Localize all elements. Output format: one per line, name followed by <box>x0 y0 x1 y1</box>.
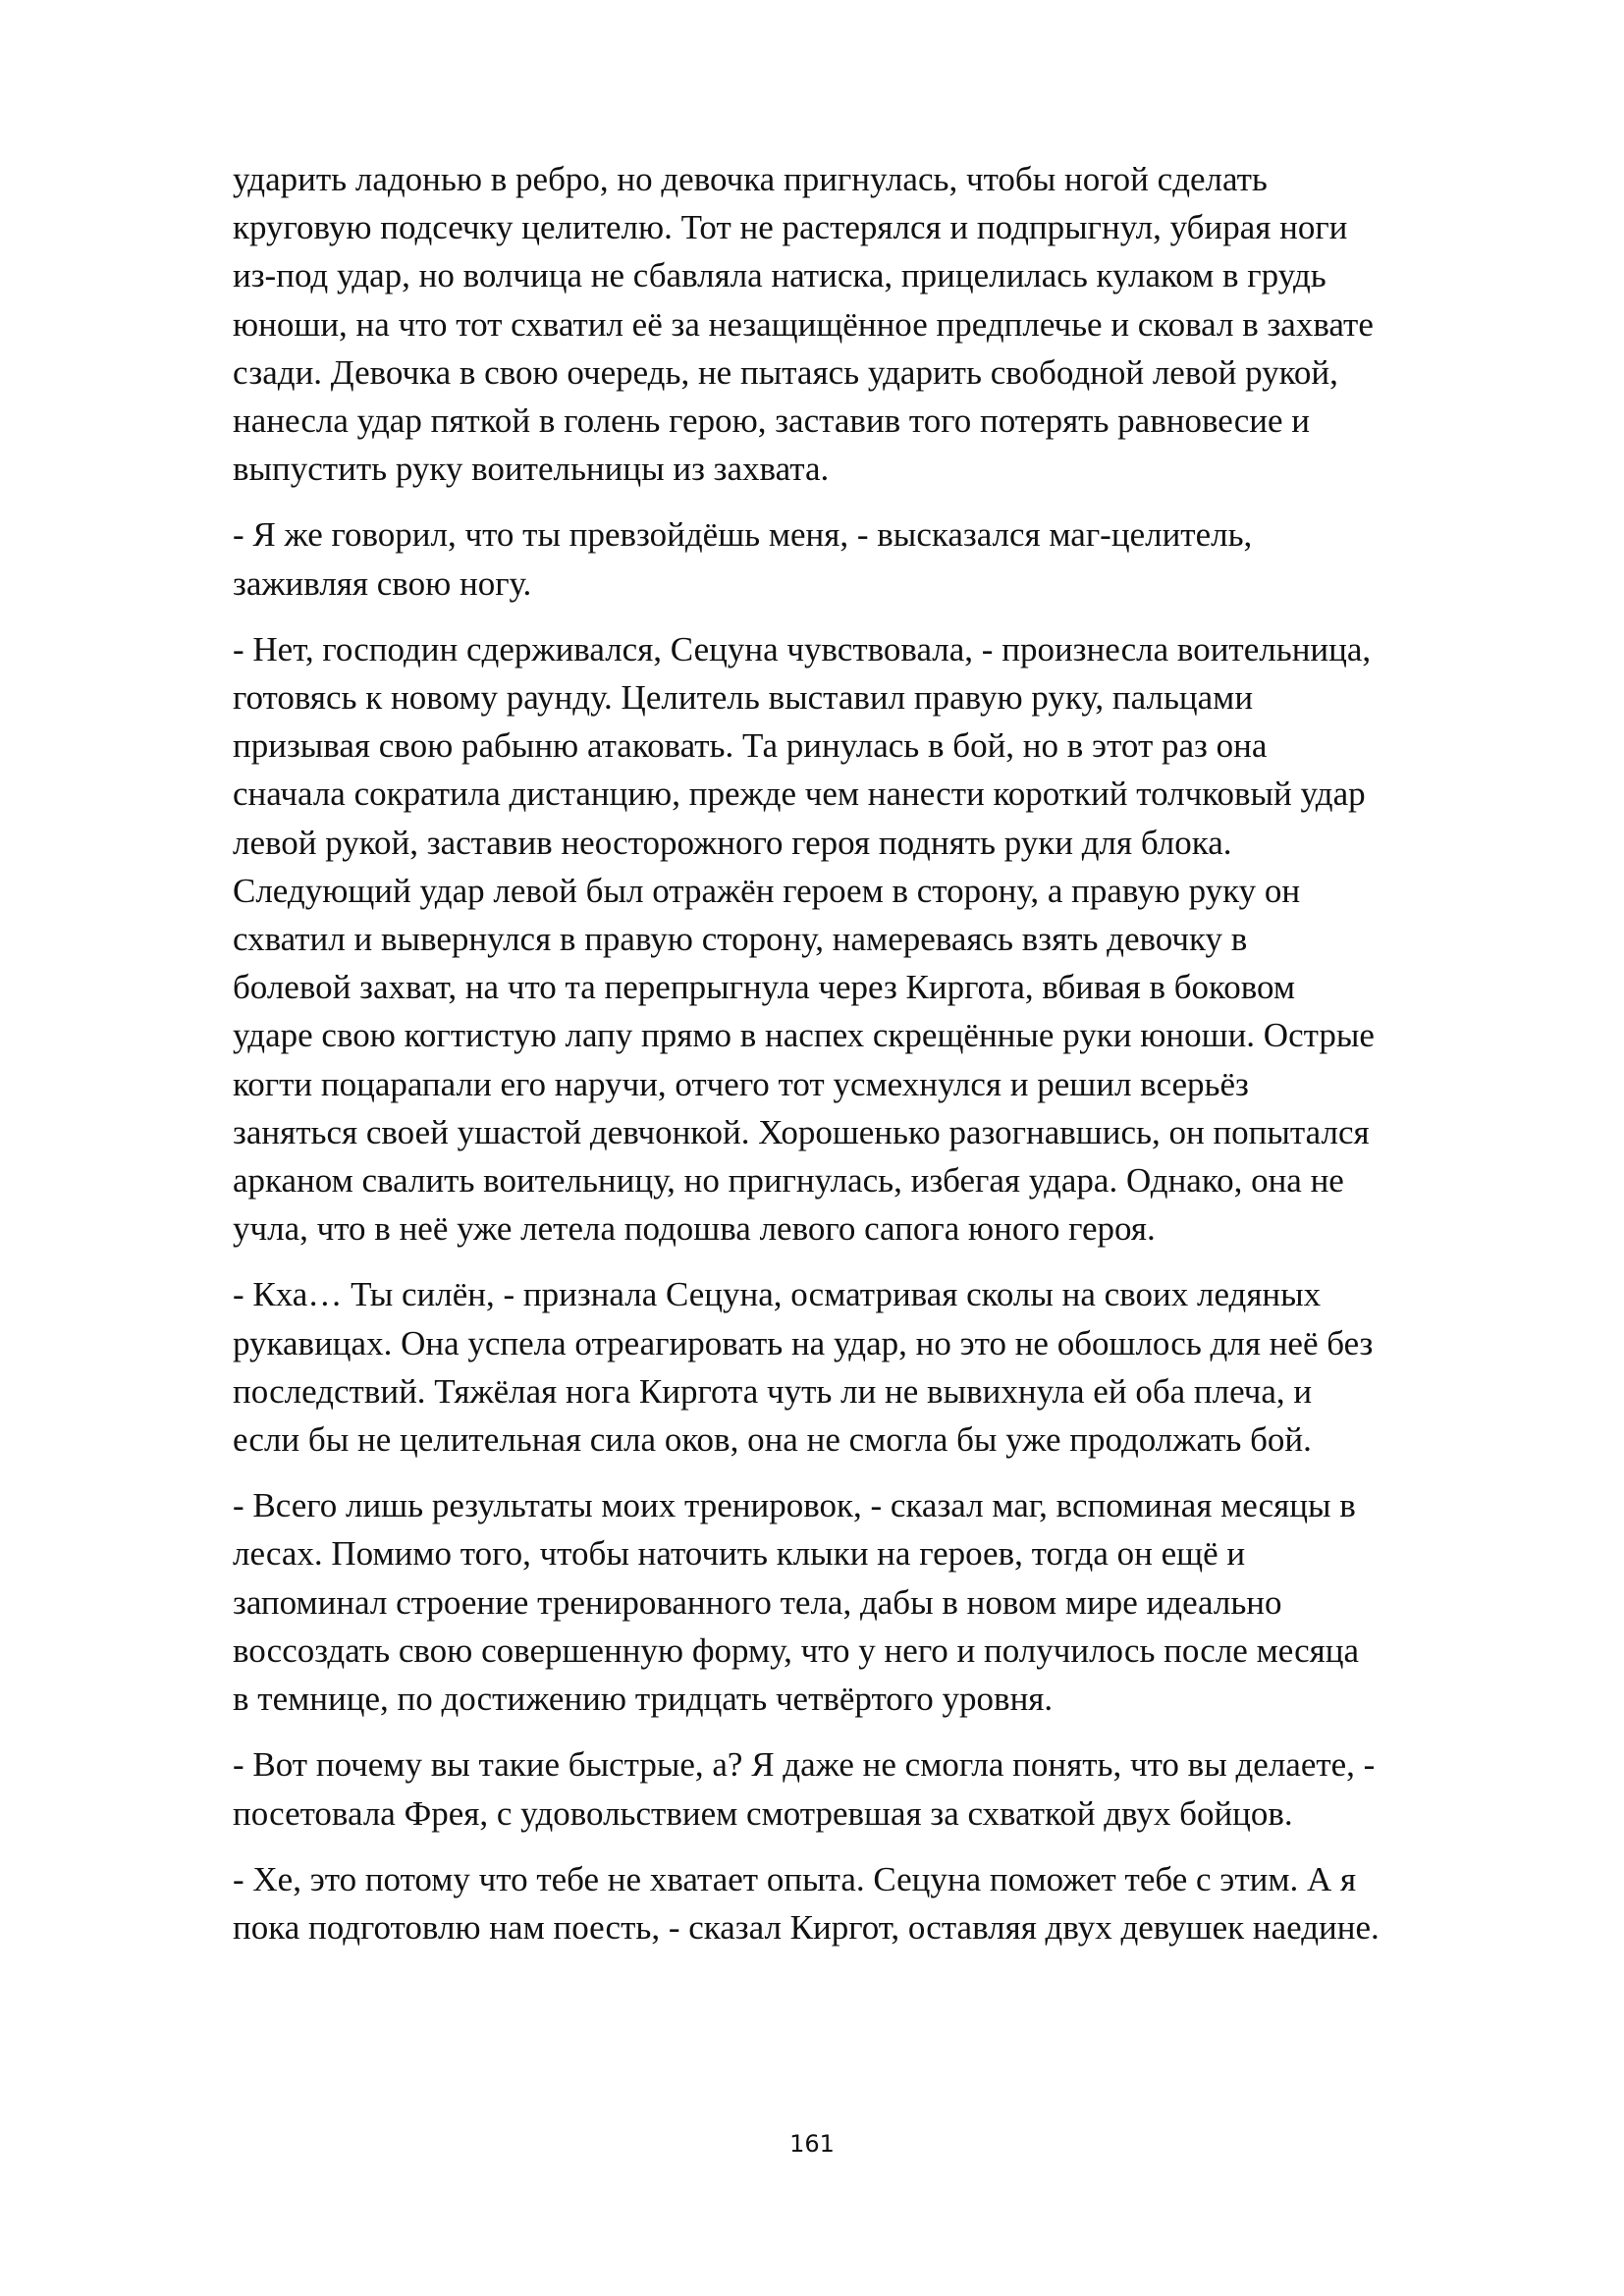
text-line: - Я же говорил, что ты превзойдёшь меня, - высказался маг-целитель, <box>233 515 1253 555</box>
text-line: левой рукой, заставив неосторожного героя поднять руки для блока. <box>233 823 1232 862</box>
text-line: юноши, на что тот схватил её за незащищённое предплечье и сковал в захвате <box>233 304 1374 344</box>
text-line: призывая свою рабыню атаковать. Та ринулась в бой, но в этот раз она <box>233 726 1268 766</box>
text-line: - Кха… Ты силён, - признала Сецуна, осматривая сколы на своих ледяных <box>233 1275 1322 1314</box>
paragraph <box>233 155 1548 493</box>
text-line: пока подготовлю нам поесть, - сказал Киргот, оставляя двух девушек наедине. <box>233 1907 1380 1947</box>
text-line: готовясь к новому раунду. Целитель выставил правую руку, пальцами <box>233 678 1254 718</box>
text-line: выпустить руку воительницы из захвата. <box>233 450 830 489</box>
text-line: сначала сократила дистанцию, прежде чем нанести короткий толчковый удар <box>233 774 1366 814</box>
text-line: ударе свою когтистую лапу прямо в наспех скрещённые руки юноши. Острые <box>233 1016 1375 1055</box>
paragraph <box>233 510 1548 607</box>
paragraph <box>233 1481 1548 1723</box>
text-line: последствий. Тяжёлая нога Киргота чуть ли не вывихнула ей оба плеча, и <box>233 1371 1313 1411</box>
paragraph <box>233 1270 1548 1464</box>
text-line: круговую подсечку целителю. Тот не растерялся и подпрыгнул, убирая ноги <box>233 208 1348 247</box>
text-line: рукавицах. Она успела отреагировать на удар, но это не обошлось для неё без <box>233 1323 1374 1362</box>
paragraph <box>233 1740 1548 1837</box>
text-line: лесах. Помимо того, чтобы наточить клыки на героев, тогда он ещё и <box>233 1534 1246 1574</box>
text-line: из-под удар, но волчица не сбавляла натиска, прицелилась кулаком в грудь <box>233 256 1326 295</box>
text-line: если бы не целительная сила оков, она не смогла бы уже продолжать бой. <box>233 1420 1312 1460</box>
text-line: - Всего лишь результаты моих тренировок, - сказал маг, вспоминая месяцы в <box>233 1486 1356 1525</box>
text-line: ударить ладонью в ребро, но девочка пригнулась, чтобы ногой сделать <box>233 160 1268 198</box>
text-line: запоминал строение тренированного тела, дабы в новом мире идеально <box>233 1582 1282 1622</box>
text-line: посетовала Фрея, с удовольствием смотревшая за схваткой двух бойцов. <box>233 1793 1293 1833</box>
text-line: учла, что в неё уже летела подошва левого сапога юного героя. <box>233 1209 1156 1249</box>
text-line: в темнице, по достижению тридцать четвёртого уровня. <box>233 1680 1054 1719</box>
text-line: когти поцарапали его наручи, отчего тот усмехнулся и решил всерьёз <box>233 1064 1249 1103</box>
text-line: заняться своей ушастой девчонкой. Хорошенько разогнавшись, он попытался <box>233 1112 1370 1151</box>
body-text <box>233 155 1548 1969</box>
text-line: болевой захват, на что та перепрыгнула через Киргота, вбивая в боковом <box>233 968 1296 1007</box>
page-number: 161 <box>789 2130 835 2158</box>
text-line: воссоздать свою совершенную форму, что у него и получилось после месяца <box>233 1630 1360 1670</box>
paragraph <box>233 1855 1548 1951</box>
text-line: заживляя свою ногу. <box>233 563 532 603</box>
text-line: - Хе, это потому что тебе не хватает опыта. Сецуна поможет тебе с этим. А я <box>233 1859 1357 1898</box>
text-line: схватил и вывернулся в правую сторону, намереваясь взять девочку в <box>233 920 1248 959</box>
text-line: нанесла удар пяткой в голень герою, заставив того потерять равновесие и <box>233 401 1310 441</box>
text-line: - Нет, господин сдерживался, Сецуна чувствовала, - произнесла воительница, <box>233 629 1372 668</box>
text-line: - Вот почему вы такие быстрые, а? Я даже не смогла понять, что вы делаете, - <box>233 1745 1376 1785</box>
text-line: Следующий удар левой был отражён героем в сторону, а правую руку он <box>233 871 1301 910</box>
text-line: арканом свалить воительницу, но пригнулась, избегая удара. Однако, она не <box>233 1161 1344 1201</box>
paragraph <box>233 625 1548 1254</box>
text-line: сзади. Девочка в свою очередь, не пытаясь ударить свободной левой рукой, <box>233 352 1338 392</box>
